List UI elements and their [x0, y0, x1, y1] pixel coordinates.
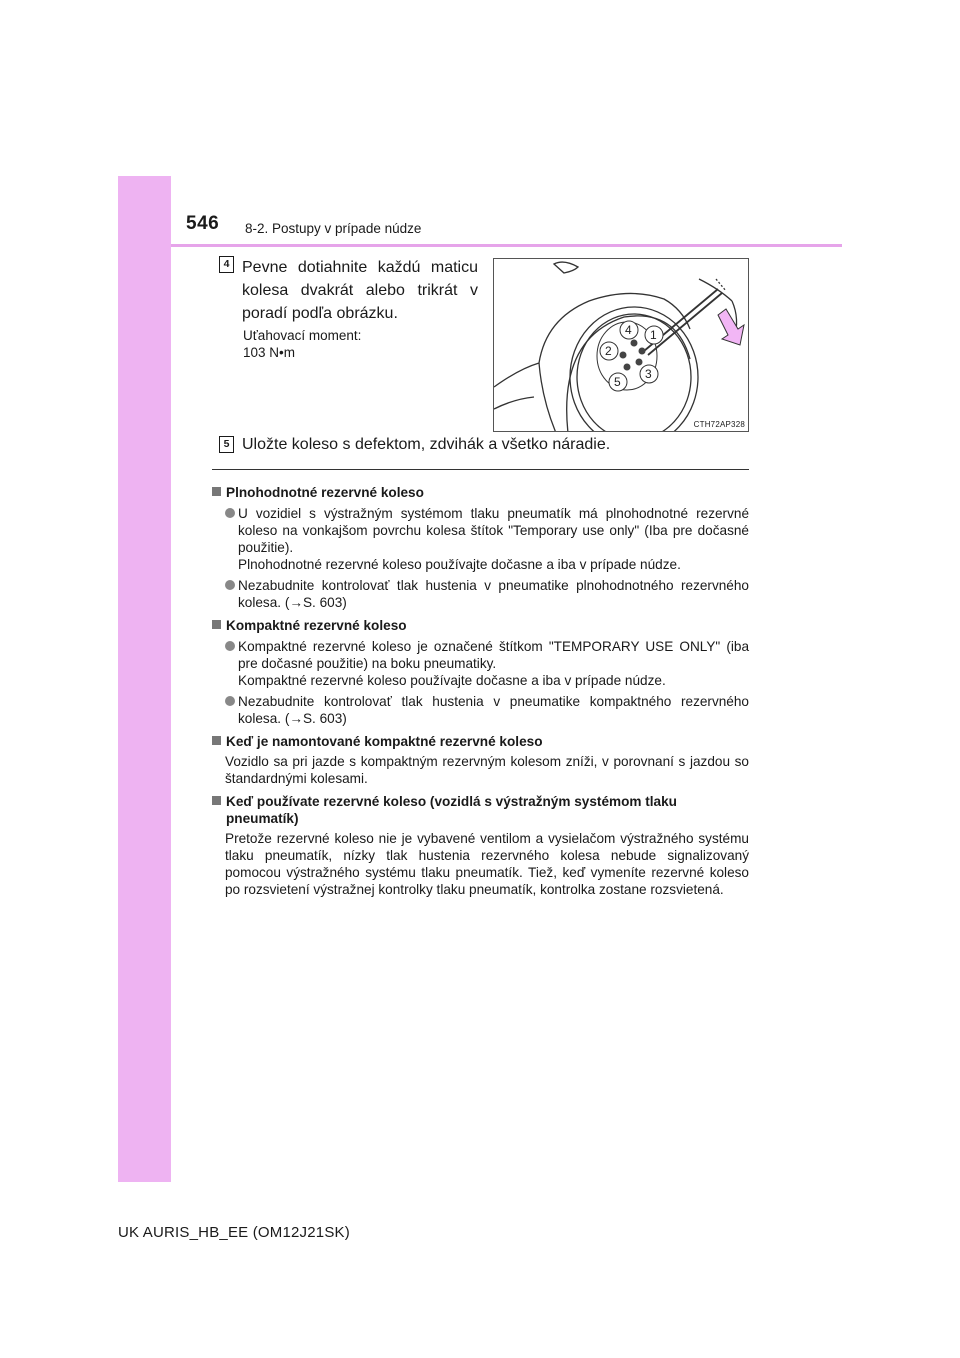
- step-5-text: Uložte koleso s defektom, zdvihák a všetko náradie.: [242, 436, 611, 453]
- footer-model-code: UK AURIS_HB_EE (OM12J21SK): [118, 1224, 350, 1241]
- step-5-number: 5: [219, 436, 234, 453]
- note-heading: Kompaktné rezervné koleso: [212, 617, 749, 634]
- notes-section: [212, 478, 749, 898]
- note-paragraph: Pretože rezervné koleso nie je vybavené ventilom a vysielačom výstražného systému tlaku pneumatík, nízky tlak hustenia rezervného kolesa nebude signalizovaný pomocou výstražného systému tlaku pneumatík. Tiež, keď vymeníte rezervné koleso po rozsvietení výstražnej kontrolky tlaku pneumatík, kontrolka zostane rozsvietená.: [225, 831, 749, 897]
- torque-spec: [243, 327, 361, 361]
- page-number: 546: [186, 213, 220, 234]
- bullet-dot-icon: [225, 508, 235, 518]
- label-4: 4: [625, 323, 632, 337]
- torque-value: 103 N•m: [243, 345, 295, 360]
- section-title: 8-2. Postupy v prípade núdze: [245, 221, 422, 236]
- label-2: 2: [605, 344, 612, 358]
- bullet-dot-icon: [225, 641, 235, 651]
- torque-label: Uťahovací moment:: [243, 328, 362, 343]
- note-heading: Keď používate rezervné koleso (vozidlá s výstražným systémom tlaku pneumatík): [212, 793, 749, 827]
- step-4-number: 4: [219, 256, 234, 273]
- label-3: 3: [645, 367, 652, 381]
- wheel-nut-tightening-figure: [493, 258, 749, 432]
- wheel-illustration: [494, 259, 749, 432]
- label-5: 5: [614, 375, 621, 389]
- note-heading: Plnohodnotné rezervné koleso: [212, 484, 749, 501]
- note-paragraph: Vozidlo sa pri jazde s kompaktným rezervným kolesom zníži, v porovnaní s jazdou so štandardnými kolesami.: [225, 754, 749, 786]
- label-1: 1: [650, 328, 657, 342]
- bullet-dot-icon: [225, 580, 235, 590]
- square-bullet-icon: [212, 487, 221, 496]
- step-4-text: Pevne dotiahnite každú maticu kolesa dvakrát alebo trikrát v poradí podľa obrázku.: [242, 259, 478, 322]
- figure-code: CTH72AP328: [693, 420, 745, 429]
- bullet-dot-icon: [225, 696, 235, 706]
- square-bullet-icon: [212, 736, 221, 745]
- section-divider: [212, 469, 749, 470]
- chapter-sidebar-tab: [118, 176, 171, 1182]
- square-bullet-icon: [212, 620, 221, 629]
- note-heading: Keď je namontované kompaktné rezervné koleso: [212, 733, 749, 750]
- note-bullet: Kompaktné rezervné koleso je označené štítkom "TEMPORARY USE ONLY" (iba pre dočasné použitie) na boku pneumatiky. Kompaktné rezervné koleso používajte dočasne a iba v prípade núdze.: [212, 638, 749, 689]
- header-rule: [171, 244, 842, 247]
- note-bullet: Nezabudnite kontrolovať tlak hustenia v pneumatike kompaktného rezervného kolesa. (→S. 603): [212, 693, 749, 727]
- square-bullet-icon: [212, 796, 221, 805]
- note-bullet: U vozidiel s výstražným systémom tlaku pneumatík má plnohodnotné rezervné koleso na vonkajšom povrchu kolesa štítok "Temporary use only" (Iba pre dočasné použitie). Plnohodnotné rezervné koleso používajte dočasne a iba v prípade núdze.: [212, 505, 749, 573]
- note-bullet: Nezabudnite kontrolovať tlak hustenia v pneumatike plnohodnotného rezervného kolesa. (→S. 603): [212, 577, 749, 611]
